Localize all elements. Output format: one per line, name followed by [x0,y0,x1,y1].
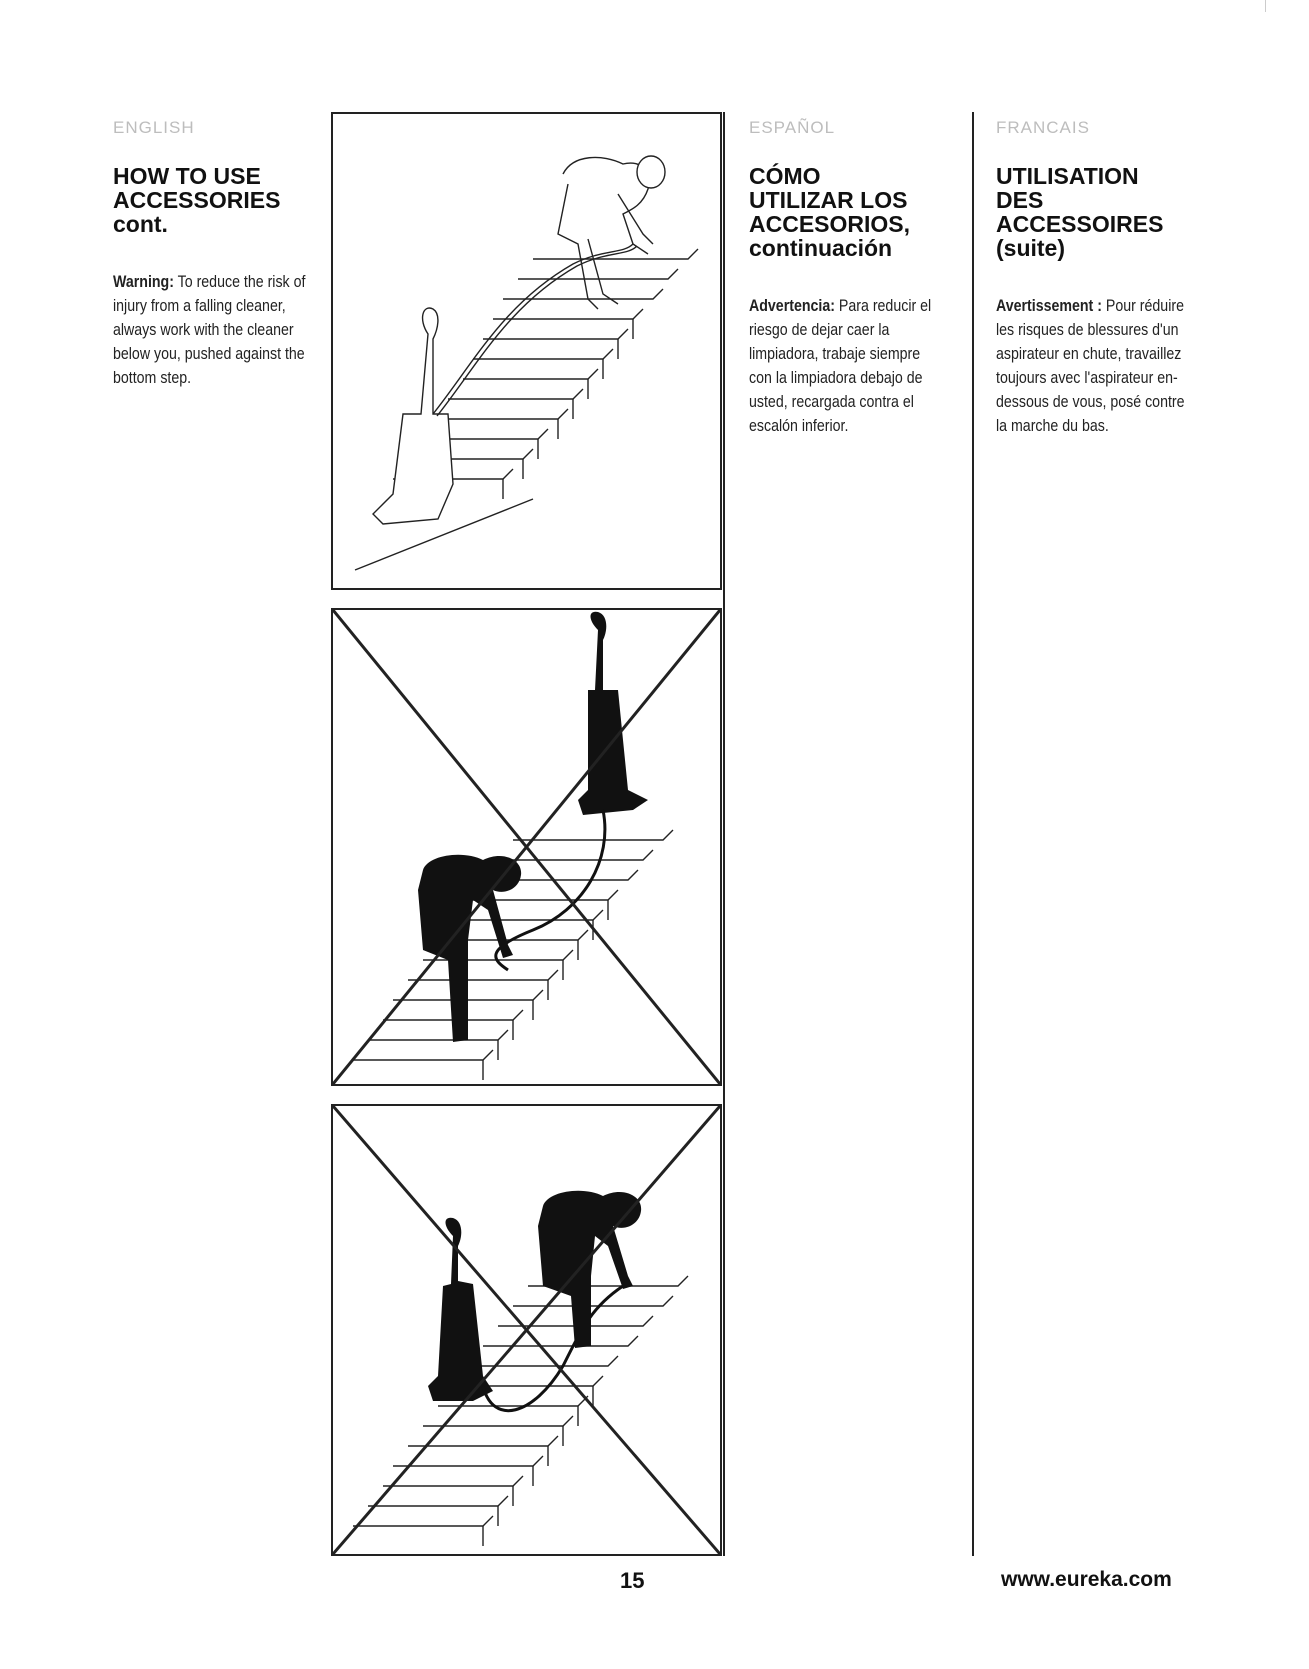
stairs-cleaner-below-icon [333,114,720,588]
section-heading-french: UTILISATION DES ACCESSOIRES (suite) [996,163,1164,261]
warning-paragraph-french [996,294,1194,438]
language-label-french: FRANCAIS [996,118,1090,137]
french-column [996,118,1206,438]
warning-paragraph-english [113,270,311,390]
warning-label-english: Warning: [113,273,174,291]
website-link[interactable]: www.eureka.com [1001,1568,1172,1591]
corner-mark [1265,0,1266,12]
illustration-correct [331,112,722,590]
warning-label-french: Avertissement : [996,297,1102,315]
warning-text-french: Pour réduire les risques de blessures d'un aspirateur en chute, travaillez toujours avec l'aspirateur en-dessous de vous, posé contre la marche du bas. [996,297,1185,435]
column-divider-right [972,112,974,1556]
warning-paragraph-spanish [749,294,947,438]
section-heading-spanish: CÓMO UTILIZAR LOS ACCESORIOS, continuación [749,163,911,261]
column-divider-left [723,112,725,1556]
spanish-column [749,118,949,438]
page-number: 15 [620,1568,645,1593]
language-label-spanish: ESPAÑOL [749,118,836,137]
english-column [113,118,313,390]
stairs-cleaner-mid-crossed-icon [333,1106,720,1554]
stairs-cleaner-above-crossed-icon [333,610,720,1084]
warning-text-spanish: Para reducir el riesgo de dejar caer la limpiadora, trabaje siempre con la limpiadora debajo de usted, recargada contra el escalón inferior. [749,297,932,435]
section-heading-english: HOW TO USE ACCESSORIES cont. [113,163,281,237]
illustration-incorrect-1 [331,608,722,1086]
warning-label-spanish: Advertencia: [749,297,835,315]
language-label-english: ENGLISH [113,118,195,137]
illustration-incorrect-2 [331,1104,722,1556]
warning-text-english: To reduce the risk of injury from a falling cleaner, always work with the cleaner below you, pushed against the bottom step. [113,273,306,387]
